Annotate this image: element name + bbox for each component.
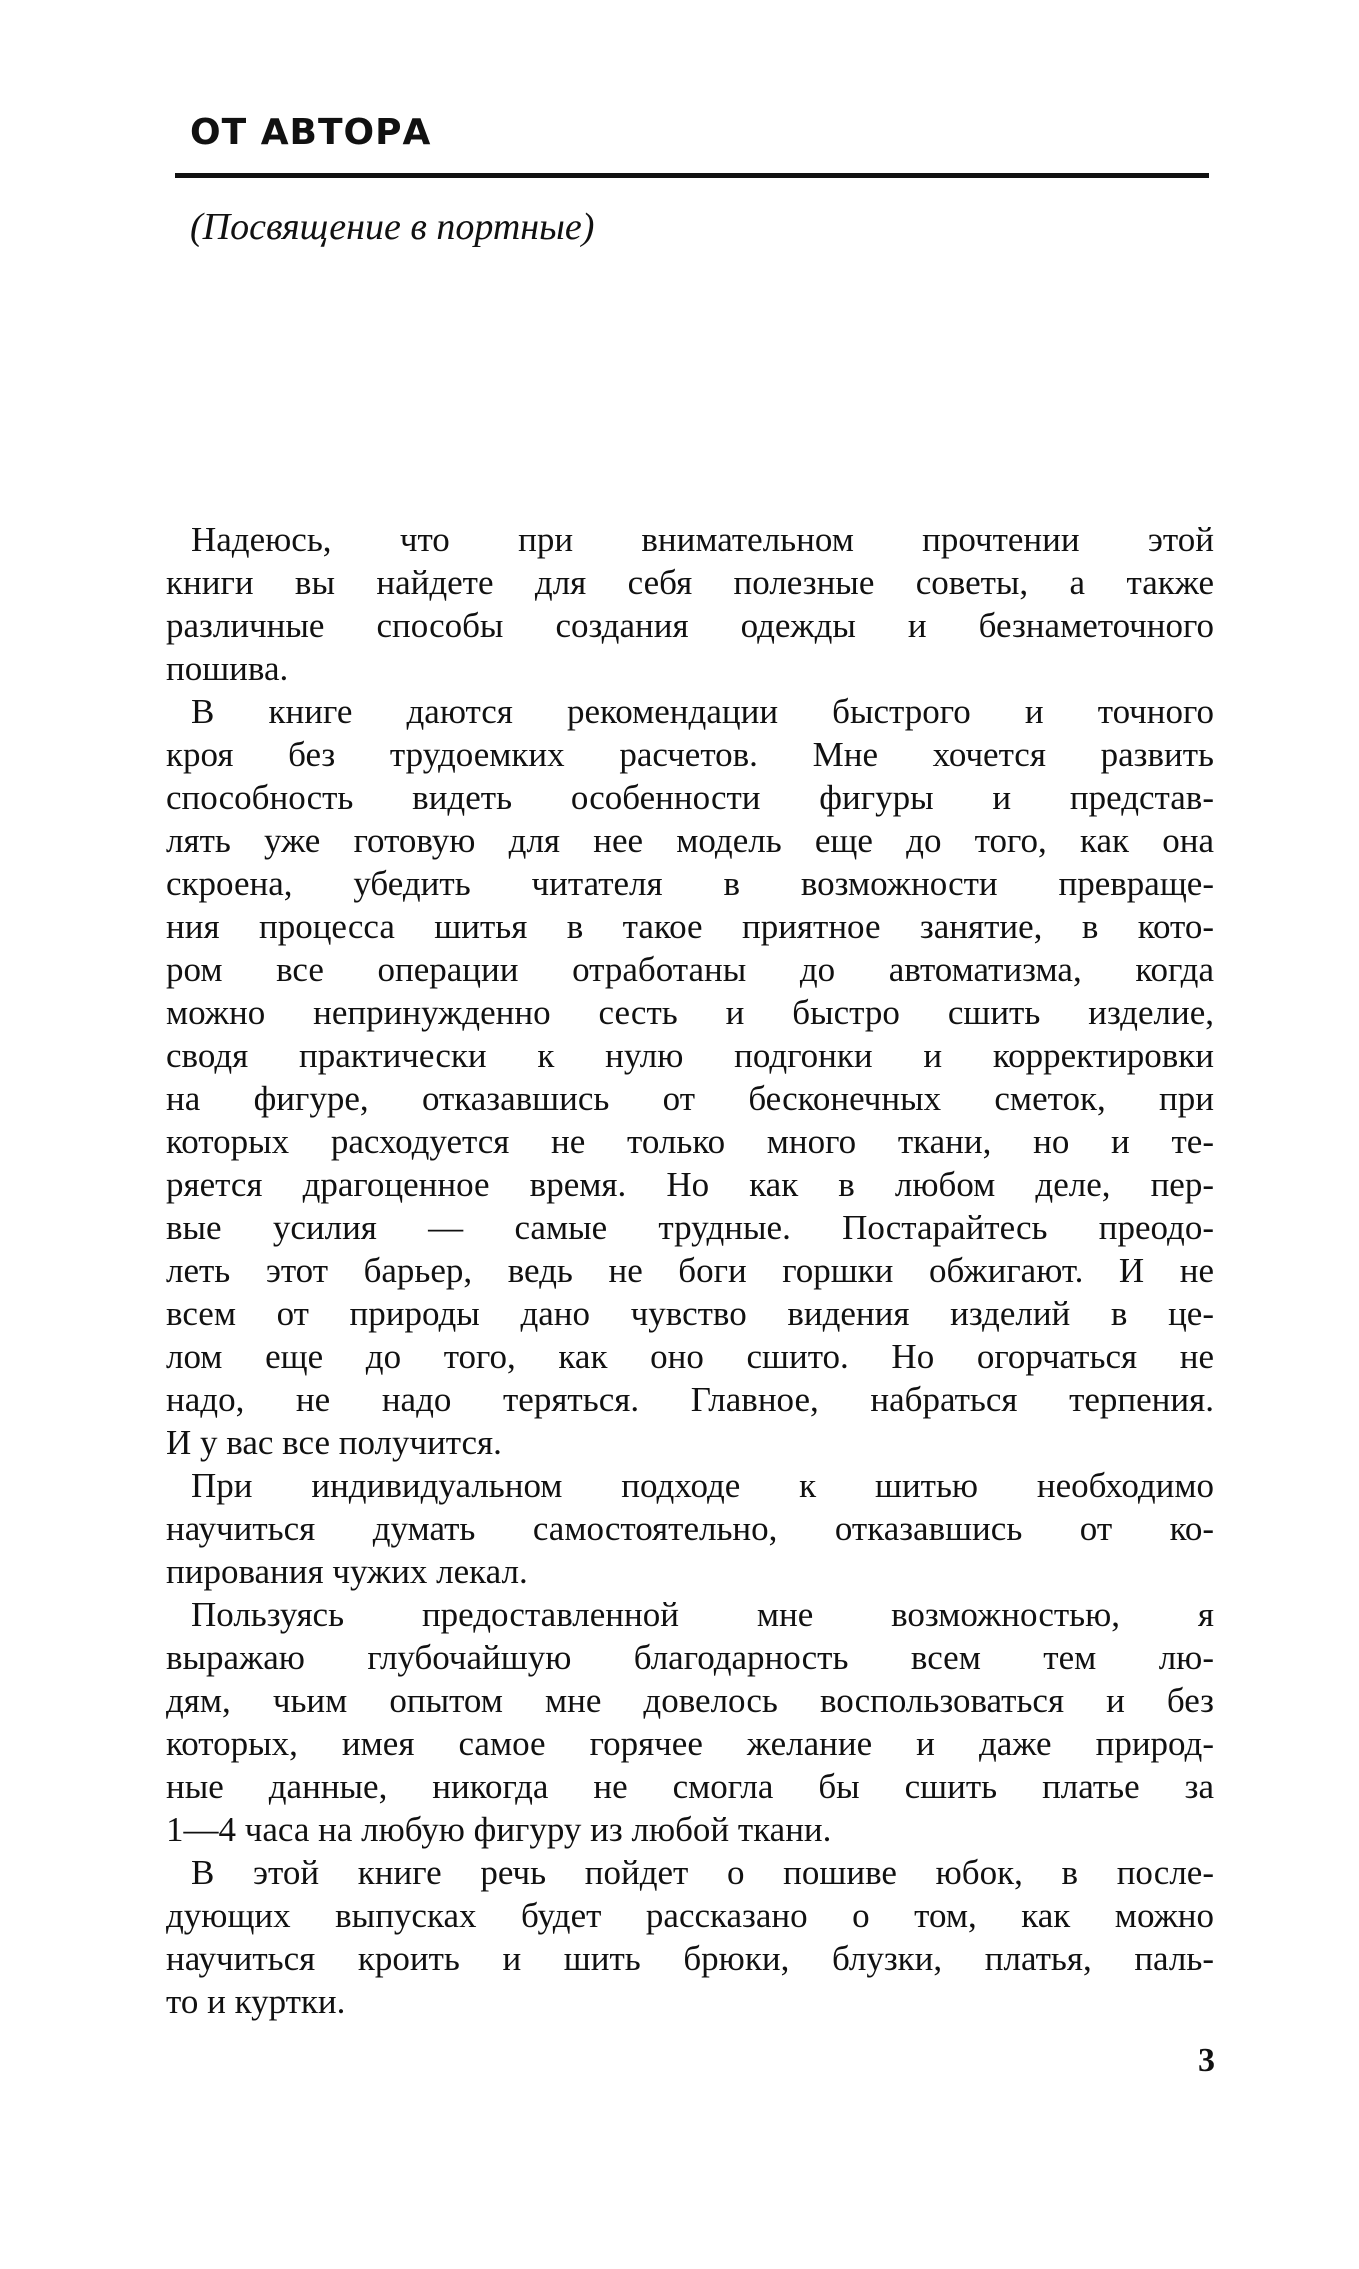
text-line: дям, чьим опытом мне довелось воспользоваться и без (166, 1681, 1214, 1720)
text-line: выражаю глубочайшую благодарность всем тем лю- (166, 1638, 1214, 1677)
text-line: 1—4 часа на любую фигуру из любой ткани. (166, 1810, 832, 1849)
text-line: ряется драгоценное время. Но как в любом деле, пер- (166, 1165, 1214, 1204)
paragraph (166, 1851, 1214, 2023)
text-line: скроена, убедить читателя в возможности превраще- (166, 864, 1214, 903)
text-line: надо, не надо теряться. Главное, набраться терпения. (166, 1380, 1214, 1419)
text-line: В книге даются рекомендации быстрого и точного (191, 692, 1214, 731)
paragraph (166, 690, 1214, 1464)
body-text (166, 518, 1214, 2023)
text-line: При индивидуальном подходе к шитью необходимо (191, 1466, 1214, 1505)
text-line: на фигуре, отказавшись от бесконечных сметок, при (166, 1079, 1214, 1118)
text-line: которых, имея самое горячее желание и даже природ- (166, 1724, 1214, 1763)
text-line: леть этот барьер, ведь не боги горшки обжигают. И не (166, 1251, 1214, 1290)
text-line: можно непринужденно сесть и быстро сшить изделие, (166, 993, 1214, 1032)
page-number: 3 (1198, 2042, 1215, 2079)
text-line: пошива. (166, 649, 289, 688)
text-line: пирования чужих лекал. (166, 1552, 528, 1591)
text-line: различные способы создания одежды и безнаметочного (166, 606, 1214, 645)
text-line: Пользуясь предоставленной мне возможностью, я (191, 1595, 1214, 1634)
text-line: В этой книге речь пойдет о пошиве юбок, в после- (191, 1853, 1214, 1892)
text-line: ром все операции отработаны до автоматизма, когда (166, 950, 1214, 989)
chapter-heading: ОТ АВТОРА (190, 112, 432, 153)
text-line: научиться думать самостоятельно, отказавшись от ко- (166, 1509, 1214, 1548)
text-line: кроя без трудоемких расчетов. Мне хочется развить (166, 735, 1214, 774)
text-line: которых расходуется не только много ткани, но и те- (166, 1122, 1214, 1161)
text-line: лом еще до того, как оно сшито. Но огорчаться не (166, 1337, 1214, 1376)
text-line: лять уже готовую для нее модель еще до того, как она (166, 821, 1214, 860)
text-line: И у вас все получится. (166, 1423, 502, 1462)
text-line: ные данные, никогда не смогла бы сшить платье за (166, 1767, 1214, 1806)
text-line: дующих выпусках будет рассказано о том, как можно (166, 1896, 1214, 1935)
chapter-subtitle: (Посвящение в портные) (190, 206, 595, 248)
text-line: книги вы найдете для себя полезные советы, а также (166, 563, 1214, 602)
text-line: научиться кроить и шить брюки, блузки, платья, паль- (166, 1939, 1214, 1978)
text-line: всем от природы дано чувство видения изделий в це- (166, 1294, 1214, 1333)
text-line: Надеюсь, что при внимательном прочтении этой (191, 520, 1214, 559)
text-line: способность видеть особенности фигуры и представ- (166, 778, 1214, 817)
text-line: сводя практически к нулю подгонки и корректировки (166, 1036, 1214, 1075)
text-line: вые усилия — самые трудные. Постарайтесь преодо- (166, 1208, 1214, 1247)
heading-rule (175, 173, 1209, 178)
paragraph (166, 518, 1214, 690)
paragraph (166, 1464, 1214, 1593)
paragraph (166, 1593, 1214, 1851)
text-line: ния процесса шитья в такое приятное занятие, в кото- (166, 907, 1214, 946)
text-line: то и куртки. (166, 1982, 346, 2021)
